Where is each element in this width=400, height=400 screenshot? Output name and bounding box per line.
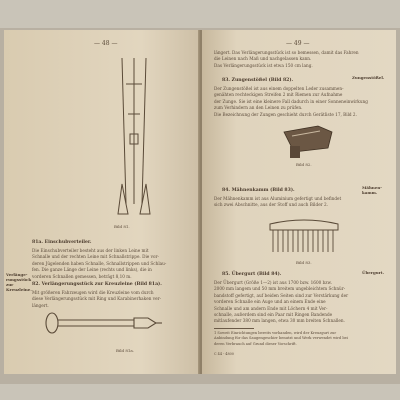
section-81a-text: Die Einschubverteiler besteht aus der linken Leine mit Schnalle und der rechten Leine mit Schnallstrippe. Die vor- deren Jügelenden haben Schnalle, Schnallstrippen und Schlau- fen. Die ganze Länge der Leine (rechts und links), die in vorderen Schnallen gemessen, beträgt 8,10 m. — [32, 248, 167, 279]
left-page-number: — 48 — — [94, 40, 118, 47]
section-82-heading: 82. Verlängerungsstück zur Kreuzleine (Bild 81a). — [32, 282, 162, 287]
right-intro-text: längert. Das Verlängerungsstück ist so bemessen, damit das Fahren die Leinen nach Maß und nachgelassen kann. Das Verlängerungsstück ist etwa 150 cm lang. — [214, 50, 359, 68]
section-85-text: Der Übergurt (Größe 1—2) ist aus 1700 bzw. 1600 bzw. 2000 mm langem und 50 mm breitem ungebleichtem Schnür- bandstoff gefertigt, auf beiden Seiten sind zur Verstärkung der vorderen Schnalle ein Auge und an einem Ende eine Schnalle und am andern Ende mit Löchern 4 mit Ver- schnalle, außerdem sind ein Paar mit Ringen Bandende mitlaufender 380 mm langen, etwa 30 mm breiten Schnallen. — [214, 280, 349, 324]
section-84-text: Der Mähnenkamm ist aus Aluminium gefertigt und befindet sich zwei Abschnitte, aus der Stoff und auch Bilder 2. — [214, 196, 342, 208]
section-81a-heading: 81a. Einschubverteiler. — [32, 240, 92, 245]
margin-uebergurt: Übergurt. — [362, 270, 384, 275]
figure-81a-caption: Bild 81a. — [116, 348, 135, 353]
figure-83-illustration — [266, 216, 342, 256]
right-page — [202, 30, 396, 374]
left-page — [4, 30, 200, 374]
margin-note-verlaengerungsstueck: Verlänge- rungsstück zur Kreuzleine. — [6, 272, 32, 292]
figure-81a-illustration — [44, 308, 164, 338]
section-83-text: Der Zungenstößel ist aus einem doppelten Leder zusammen- genähten rechteckigen Streifen 2 mit Riemen zur Aufnahme der Zunge. Sie ist eine kleinere Fall dadurch in einer Sonneneinwirkung zum Verhindern an den Leinen zu prüfen. Die Bezeichnung der Zungen geschieht durch Gerätliste 17, Bild 2. — [214, 86, 368, 117]
figure-82-caption: Bild 82. — [296, 162, 312, 167]
margin-maehnenkamm: Mähnen- kamm. — [362, 185, 382, 195]
section-85-heading: 85. Übergurt (Bild 84). — [222, 272, 282, 277]
footnote-rule — [214, 328, 254, 329]
figure-81-illustration — [104, 54, 164, 224]
footnote-text: 1 Soweit Einrichtungen bereits vorhanden, wird der Kreuzgurt zur Anbindung für das Saugengeschirr benutzt und Werk verwendet wird bei deren Verbrauch auf Grund dieser Vorschrift. — [214, 331, 348, 346]
figure-81-caption: Bild 81. — [114, 224, 130, 229]
section-82-text: Mit größeren Fahrzeugen wird die Kreuzleine vom durch diese Verlängerungsstück mit Ring und Karabinerhaken ver- längert. — [32, 290, 161, 308]
footer-code: C 44 - 4800 — [214, 352, 234, 356]
right-page-number: — 49 — — [286, 40, 310, 47]
margin-zungenstoessel: Zungenstößel. — [352, 75, 385, 80]
section-83-heading: 83. Zungenstößel (Bild 82). — [222, 78, 294, 83]
figure-83-caption: Bild 83. — [296, 260, 312, 265]
figure-82-illustration — [278, 118, 338, 162]
section-84-heading: 84. Mähnenkamm (Bild 83). — [222, 188, 295, 193]
